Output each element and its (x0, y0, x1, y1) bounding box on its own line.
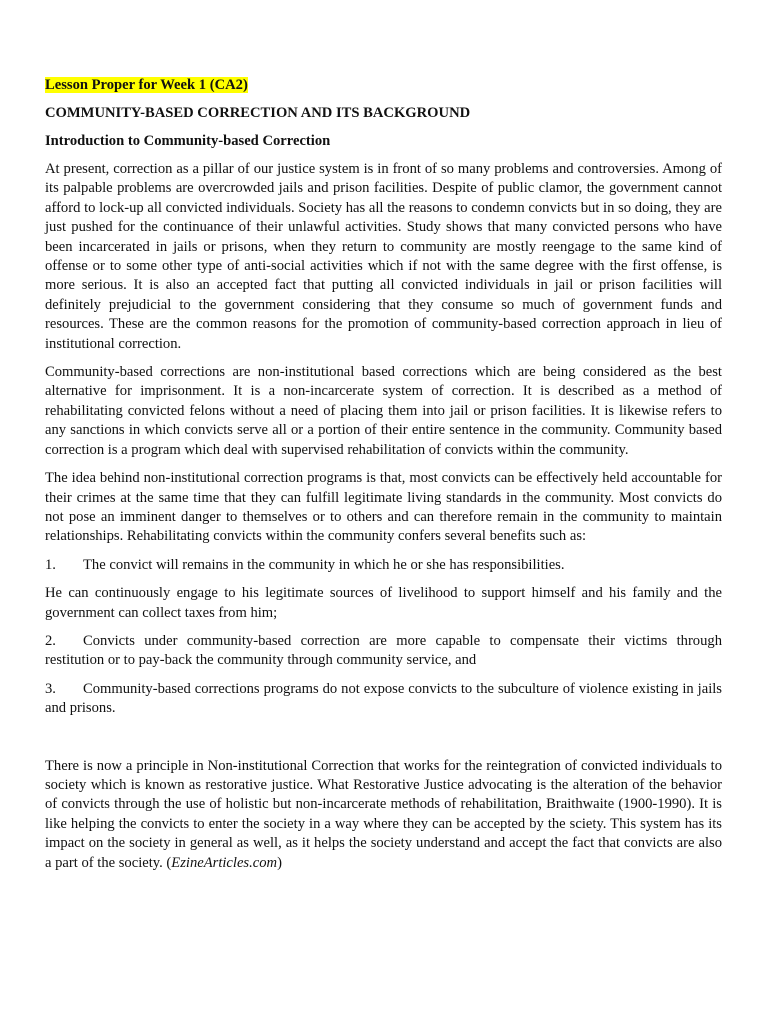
main-heading: COMMUNITY-BASED CORRECTION AND ITS BACKGROUND (45, 105, 471, 121)
benefit-number: 2. (45, 632, 56, 649)
blank-line (45, 728, 722, 757)
benefit-item-1 (45, 556, 722, 575)
lesson-label-line (45, 76, 722, 95)
document-page (45, 76, 722, 882)
source-citation: EzineArticles.com (171, 854, 278, 871)
benefit-number: 1. (45, 556, 56, 573)
restorative-justice-text: There is now a principle in Non-institutional Correction that works for the reintegration of convicted individuals to society which is known as restorative justice. What Restorative Justice advocating is the alteration of the behavior of convicts through the use of holistic but non-incarcerate methods of rehabilitation, Braithwaite (1900-1990). It is like helping the convicts to enter the society in a way where they can be accepted by the sciety. This system has its impact on the society in general as well, as it helps the society understand and accept the fact that convicts are also a part of the society. ( (45, 757, 722, 871)
benefit-text: Convicts under community-based correction are more capable to compensate their victims through restitution or to pay-back the community through community service, and (45, 632, 722, 669)
paragraph-idea: The idea behind non-institutional correction programs is that, most convicts can be effectively held accountable for their crimes at the same time that they can fulfill legitimate living standards in the community. Most convicts do not pose an imminent danger to themselves or to others and can therefore remain in the community to maintain relationships. Rehabilitating convicts within the community confers several benefits such as: (45, 470, 722, 545)
benefit-item-2 (45, 632, 722, 671)
paragraph-definition: Community-based corrections are non-institutional based corrections which are being considered as the best alternative for imprisonment. It is a non-incarcerate system of correction. It is described as a method of rehabilitating convicted felons without a need of placing them into jail or prison facilities. It is likewise refers to any sanctions in which convicts serve all or a portion of their entire sentence in the community. Community based correction is a program which deal with supervised rehabilitation of convicts within the community. (45, 364, 722, 458)
benefit-item-1-continuation: He can continuously engage to his legitimate sources of livelihood to support himself and his family and the government can collect taxes from him; (45, 585, 722, 621)
benefit-item-3 (45, 680, 722, 719)
paragraph-restorative-justice (45, 757, 722, 873)
citation-close: ) (277, 854, 282, 871)
sub-heading: Introduction to Community-based Correction (45, 133, 331, 149)
benefit-text: Community-based corrections programs do not expose convicts to the subculture of violence existing in jails and prisons. (45, 680, 722, 717)
benefit-number: 3. (45, 680, 56, 697)
lesson-label: Lesson Proper for Week 1 (CA2) (45, 77, 248, 93)
paragraph-intro: At present, correction as a pillar of our justice system is in front of so many problems and controversies. Among of its palpable problems are overcrowded jails and prison facilities. Despite of public clamor, the government cannot afford to lock-up all convicted individuals. Society has all the reasons to condemn convicts but in so doing, they are just pushed for the continuance of their unlawful activities. Study shows that many convicted persons who have been incarcerated in jails or prisons, when they return to community are mostly reengage to the same kind of offense or to some other type of anti-social activities which if not with the same degree with the first offense, is more serious. It is also an accepted fact that putting all convicted individuals in jail or prison facilities will definitely prejudicial to the government considering that they consume so much of government funds and resources. These are the common reasons for the promotion of community-based correction approach in lieu of institutional correction. (45, 161, 722, 352)
benefit-text: The convict will remains in the community in which he or she has responsibilities. (83, 556, 565, 573)
